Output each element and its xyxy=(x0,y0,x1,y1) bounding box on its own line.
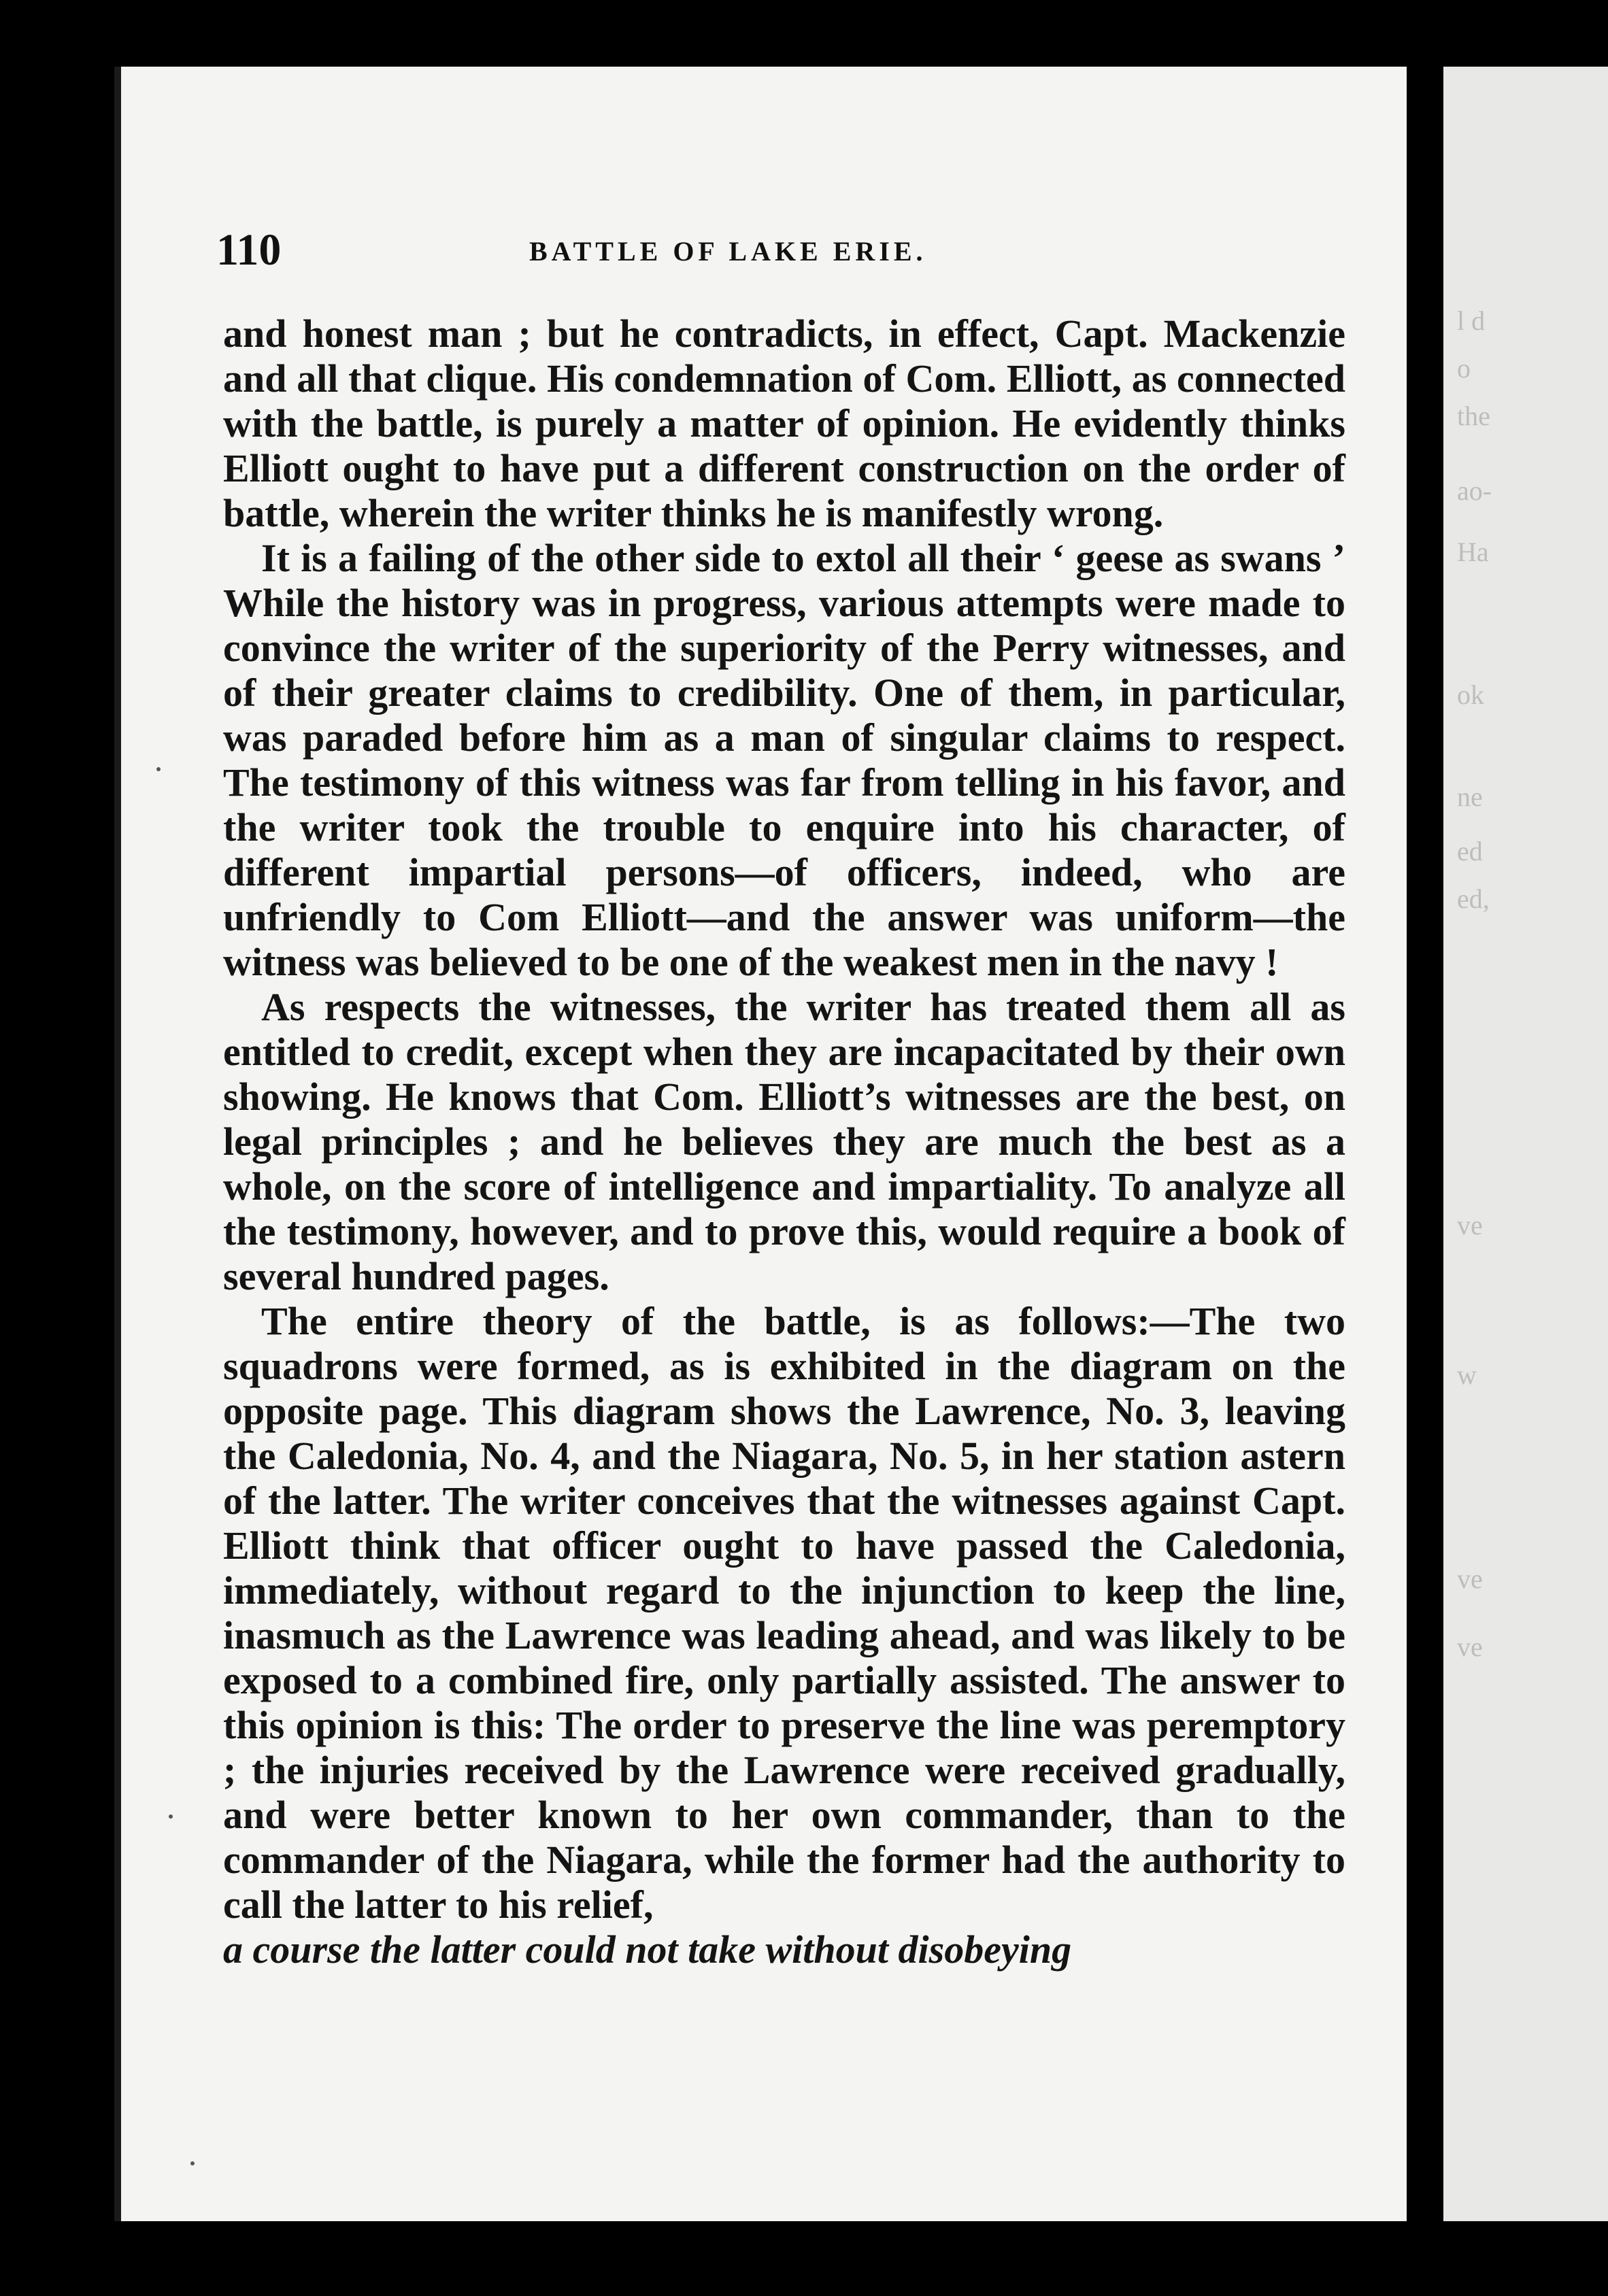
facing-fragment: ok xyxy=(1457,679,1484,710)
running-head: BATTLE OF LAKE ERIE. xyxy=(529,236,927,267)
facing-fragment: ed, xyxy=(1457,883,1490,914)
page-header xyxy=(216,224,1366,275)
paragraph-2: It is a failing of the other side to extol all their ‘ geese as swans ’ While the history was in progress, various attempts were made to convince the writer of the superiority of the Perry witnesses, and of their greater claims to credibility. One of them, in particular, was paraded before him as a man of singular claims to respect. The testimony of this witness was far from telling in his favor, and the writer took the trouble to enquire into his character, of different impartial persons—of officers, indeed, who are unfriendly to Com Elliott—and the answer was uniform—the witness was believed to be one of the weakest men in the navy ! xyxy=(223,536,1345,984)
facing-fragment: the xyxy=(1457,401,1490,431)
book-page xyxy=(114,67,1407,2221)
print-speck xyxy=(156,767,161,771)
paragraph-1: and honest man ; but he contradicts, in effect, Capt. Mackenzie and all that clique. His condemnation of Com. Elliott, as connected with the battle, is purely a matter of opinion. He evidently thinks Elliott ought to have put a different construction on the order of battle, wherein the writer thinks he is manifestly wrong. xyxy=(223,311,1345,535)
facing-fragment: ve xyxy=(1457,1564,1483,1594)
book-gutter xyxy=(1407,67,1443,2221)
facing-page-edge xyxy=(1443,67,1608,2221)
paragraph-3: As respects the witnesses, the writer has treated them all as entitled to credit, except when they are incapacitated by their own showing. He knows that Com. Elliott’s witnesses are the best, on legal principles ; and he believes they are much the best as a whole, on the score of intelligence and impartiality. To analyze all the testimony, however, and to prove this, would require a book of several hundred pages. xyxy=(223,985,1345,1298)
facing-fragment: w xyxy=(1457,1360,1477,1390)
facing-fragment: ve xyxy=(1457,1210,1483,1240)
paragraph-4: The entire theory of the battle, is as follows:—The two squadrons were formed, as is exhibited in the diagram on the opposite page. This diagram shows the Lawrence, No. 3, leaving the Caledonia, No. 4, and the Niagara, No. 5, in her station astern of the latter. The writer conceives that the witnesses against Capt. Elliott think that officer ought to have passed the Caledonia, immediately, without regard to the injunction to keep the line, inasmuch as the Lawrence was leading ahead, and was likely to be exposed to a combined fire, only partially assisted. The answer to this opinion is this: The order to preserve the line was peremptory ; the injuries received by the Lawrence were received gradually, and were better known to her own commander, than to the commander of the Niagara, while the former had the authority to call the latter to his relief, xyxy=(223,1299,1345,1927)
facing-fragment: ao- xyxy=(1457,475,1492,506)
facing-fragment: Ha xyxy=(1457,537,1489,567)
page-number: 110 xyxy=(216,225,282,275)
facing-fragment: ve xyxy=(1457,1632,1483,1662)
print-speck xyxy=(169,1814,173,1819)
body-text xyxy=(223,311,1345,1972)
facing-fragment: ed xyxy=(1457,836,1483,866)
last-line: a course the latter could not take without disobeying xyxy=(223,1927,1072,1972)
facing-fragment: l d xyxy=(1457,305,1486,336)
facing-fragment: o xyxy=(1457,353,1471,384)
print-speck xyxy=(190,2161,195,2165)
facing-fragment: ne xyxy=(1457,781,1483,812)
